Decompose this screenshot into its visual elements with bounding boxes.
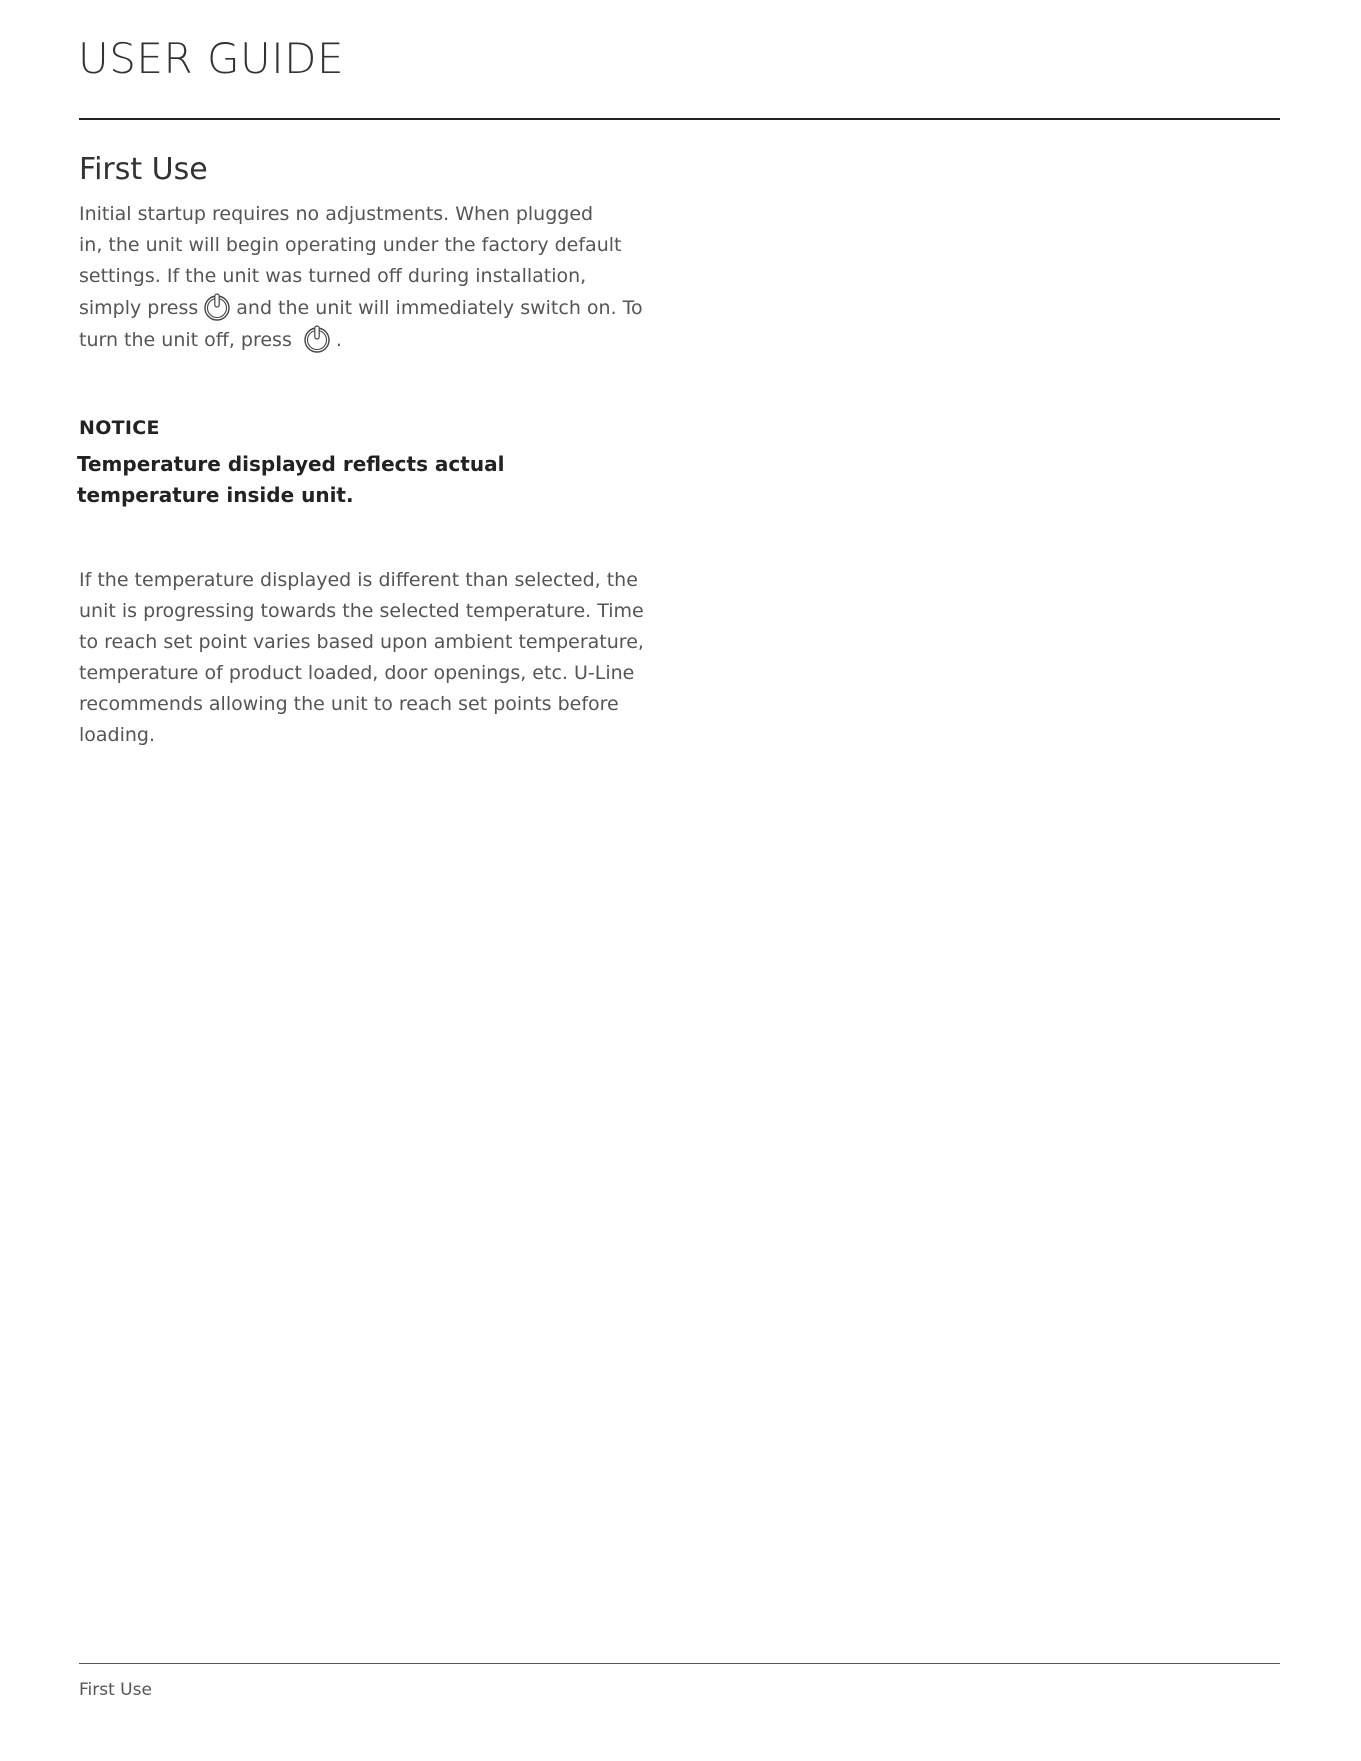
notice-line: temperature inside unit. <box>77 483 354 507</box>
intro-text: turn the unit off, press <box>79 329 292 351</box>
intro-text: . <box>335 329 342 351</box>
details-line: to reach set point varies based upon ambient temperature, <box>79 631 644 653</box>
intro-line: in, the unit will begin operating under the factory default <box>79 234 622 256</box>
details-paragraph <box>79 565 679 751</box>
power-icon <box>302 324 332 354</box>
details-line: If the temperature displayed is different than selected, the <box>79 569 638 591</box>
intro-text: and the unit will immediately switch on. To <box>236 297 643 319</box>
notice-text <box>77 449 557 511</box>
section-title: First Use <box>79 152 208 187</box>
intro-line-with-icon <box>79 324 679 356</box>
intro-line: Initial startup requires no adjustments. When plugged <box>79 203 594 225</box>
header-divider <box>79 118 1280 120</box>
footer-section-label: First Use <box>79 1680 152 1700</box>
intro-line-with-icon <box>79 292 679 324</box>
intro-text: simply press <box>79 297 199 319</box>
page-header-title: USER GUIDE <box>78 34 345 83</box>
footer-divider <box>79 1663 1280 1664</box>
details-line: temperature of product loaded, door openings, etc. U-Line <box>79 662 635 684</box>
intro-paragraph <box>79 199 679 356</box>
notice-label: NOTICE <box>79 417 160 439</box>
details-line: recommends allowing the unit to reach set points before <box>79 693 619 715</box>
notice-line: Temperature displayed reflects actual <box>77 452 505 476</box>
power-icon <box>202 292 232 322</box>
details-line: unit is progressing towards the selected temperature. Time <box>79 600 644 622</box>
intro-line: settings. If the unit was turned off during installation, <box>79 265 587 287</box>
details-line: loading. <box>79 724 156 746</box>
